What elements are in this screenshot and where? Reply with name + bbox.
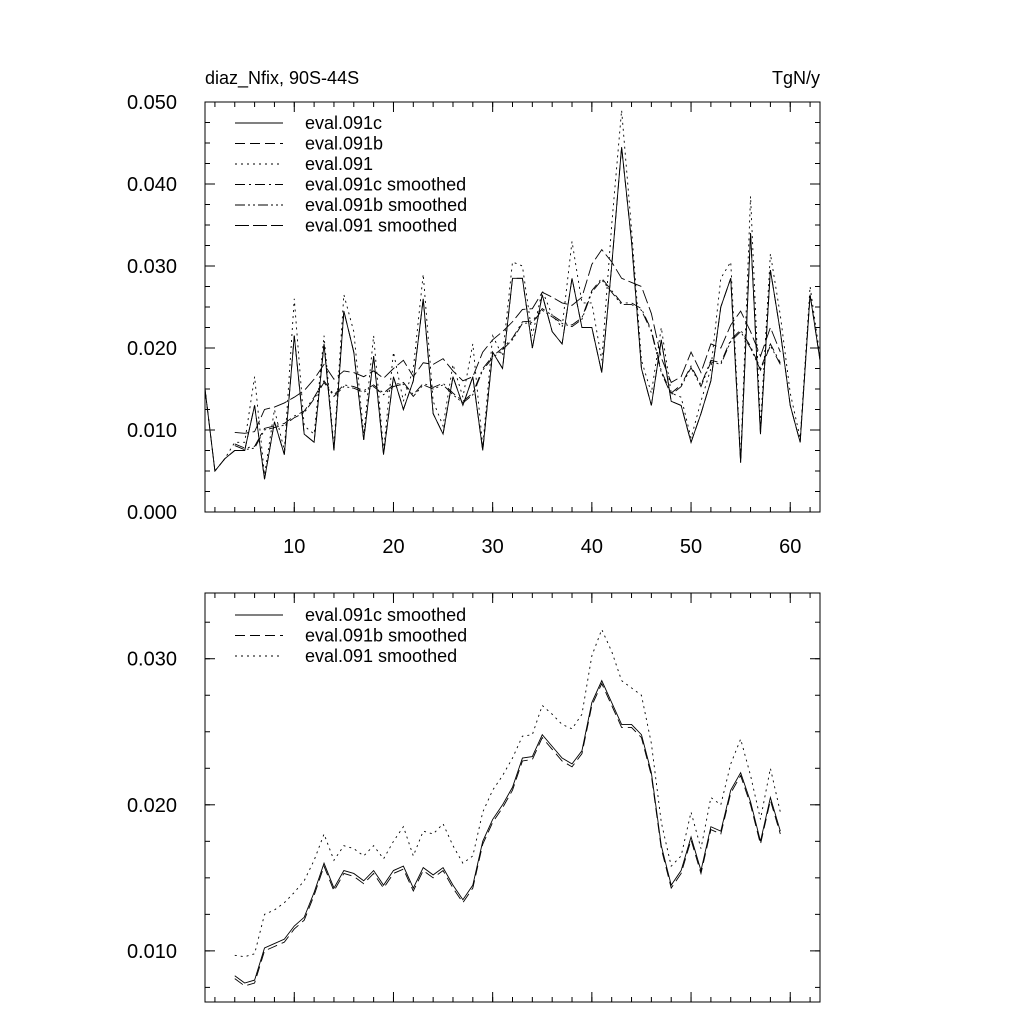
top-x-tick-label: 50 <box>679 536 703 558</box>
top-series-line-3 <box>205 110 820 475</box>
bottom-plot-frame <box>205 593 820 1002</box>
top-y-tick-label: 0.050 <box>126 92 177 114</box>
top-units-label: TgN/y <box>771 68 820 88</box>
top-legend-label: eval.091 <box>305 154 374 174</box>
bottom-series-line-1 <box>235 681 781 983</box>
bottom-y-tick-label: 0.030 <box>126 648 177 671</box>
top-chart-title: diaz_Nfix, 90S-44S <box>205 68 360 88</box>
top-x-tick-label: 40 <box>580 536 603 558</box>
top-series-line-1 <box>205 147 820 479</box>
top-series-line-2 <box>205 147 820 479</box>
top-y-tick-label: 0.030 <box>126 256 177 278</box>
top-legend-label: eval.091c smoothed <box>305 174 467 195</box>
top-y-tick-label: 0.040 <box>126 174 177 196</box>
top-legend-label: eval.091 smoothed <box>305 215 458 236</box>
top-y-tick-label: 0.010 <box>126 420 177 442</box>
top-panel <box>127 68 820 558</box>
top-legend-label: eval.091c <box>305 113 383 133</box>
top-y-tick-label: 0.020 <box>126 338 177 360</box>
top-x-tick-label: 60 <box>779 536 802 558</box>
bottom-series-line-2 <box>235 684 781 986</box>
top-x-tick-label: 30 <box>481 536 504 558</box>
bottom-series-line-3 <box>235 630 781 957</box>
top-x-tick-label: 10 <box>283 536 306 558</box>
bottom-y-tick-label: 0.020 <box>126 794 177 817</box>
bottom-legend-label: eval.091 smoothed <box>305 646 458 666</box>
bottom-legend-label: eval.091b smoothed <box>305 625 468 646</box>
top-series-line-6 <box>235 250 781 434</box>
bottom-legend-label: eval.091c smoothed <box>305 605 467 625</box>
top-legend-label: eval.091b smoothed <box>305 195 468 215</box>
top-series-line-4 <box>235 278 781 448</box>
bottom-panel <box>127 593 820 1002</box>
top-x-tick-label: 20 <box>382 536 405 558</box>
top-y-tick-label: 0.000 <box>126 502 177 524</box>
top-plot-frame <box>205 102 820 512</box>
top-legend-label: eval.091b <box>305 133 384 154</box>
bottom-y-tick-label: 0.010 <box>126 940 177 963</box>
